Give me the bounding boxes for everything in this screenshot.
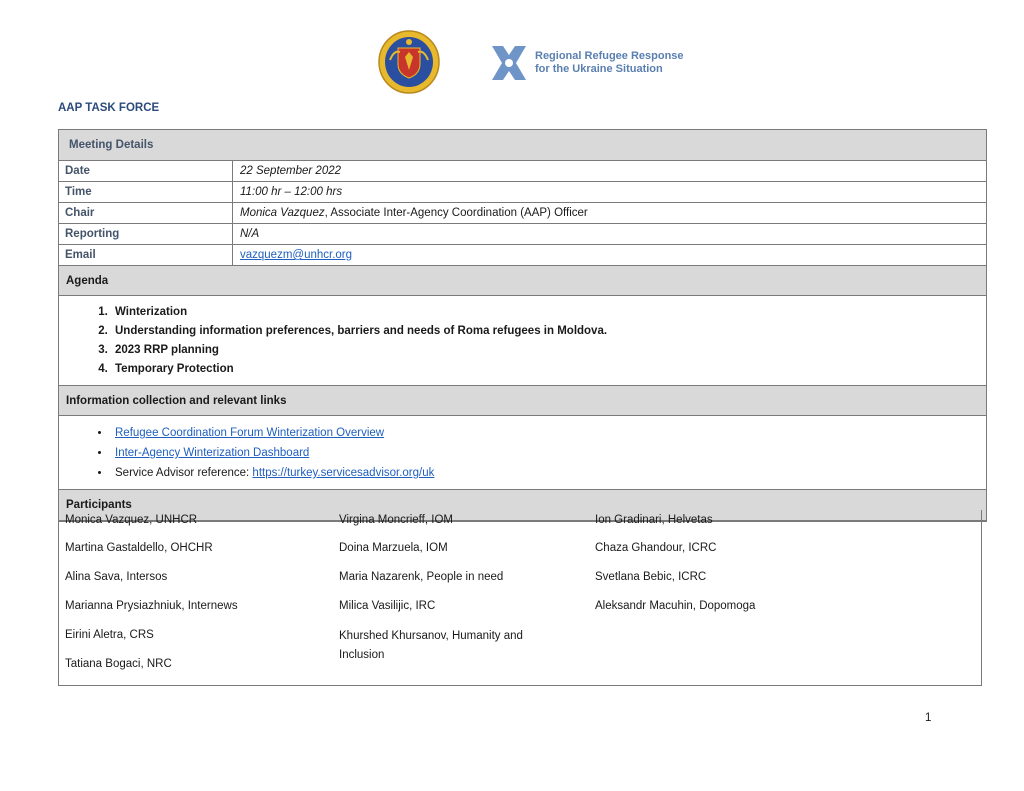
detail-value: 22 September 2022 bbox=[240, 165, 342, 177]
agenda-list bbox=[59, 296, 986, 386]
agenda-item: 2. Understanding information preferences, barriers and needs of Roma refugees in Moldova. bbox=[111, 322, 986, 341]
detail-row-date bbox=[59, 161, 986, 182]
meeting-table bbox=[58, 129, 987, 522]
rrr-logo-text bbox=[535, 50, 684, 76]
agenda-item: 4. Temporary Protection bbox=[111, 360, 986, 379]
detail-row-chair bbox=[59, 203, 986, 224]
chair-role: , Associate Inter-Agency Coordination (AAP) Officer bbox=[324, 207, 588, 219]
detail-row-email bbox=[59, 245, 986, 266]
info-item bbox=[111, 423, 986, 443]
participant: Marianna Prysiazhniuk, Internews bbox=[65, 600, 238, 612]
detail-key: Chair bbox=[59, 203, 233, 223]
participants-list bbox=[58, 510, 982, 686]
detail-value: N/A bbox=[240, 228, 260, 240]
winterization-dashboard-link[interactable]: Inter-Agency Winterization Dashboard bbox=[115, 447, 310, 459]
participant: Aleksandr Macuhin, Dopomoga bbox=[595, 600, 756, 612]
header-logos bbox=[0, 30, 1024, 100]
participant: Chaza Ghandour, ICRC bbox=[595, 542, 717, 554]
task-force-title: AAP TASK FORCE bbox=[58, 102, 160, 114]
agenda-item: 1. Winterization bbox=[111, 303, 986, 322]
agenda-item: 3. 2023 RRP planning bbox=[111, 341, 986, 360]
participant: Svetlana Bebic, ICRC bbox=[595, 571, 707, 583]
meeting-details-header: Meeting Details bbox=[59, 130, 986, 161]
participant: Martina Gastaldello, OHCHR bbox=[65, 542, 213, 554]
detail-key: Email bbox=[59, 245, 233, 265]
detail-key: Reporting bbox=[59, 224, 233, 244]
participant: Tatiana Bogaci, NRC bbox=[65, 658, 172, 670]
participant: Khurshed Khursanov, Humanity and Inclusion bbox=[339, 630, 523, 661]
participant: Monica Vazquez, UNHCR bbox=[65, 514, 198, 526]
detail-key: Time bbox=[59, 182, 233, 202]
agenda-header: Agenda bbox=[59, 266, 986, 296]
detail-value: 11:00 hr – 12:00 hrs bbox=[240, 186, 343, 198]
detail-row-reporting bbox=[59, 224, 986, 245]
participant: Ion Gradinari, Helvetas bbox=[595, 514, 713, 526]
participant: Alina Sava, Intersos bbox=[65, 571, 168, 583]
rrr-logo-icon bbox=[488, 42, 530, 84]
participants-header: Participants bbox=[59, 490, 986, 521]
participant: Virgina Moncrieff, IOM bbox=[339, 514, 453, 526]
email-link[interactable]: vazquezm@unhcr.org bbox=[240, 249, 353, 261]
detail-value bbox=[233, 249, 352, 261]
rrr-line-2: for the Ukraine Situation bbox=[535, 63, 663, 75]
participant: Maria Nazarenk, People in need bbox=[339, 571, 504, 583]
info-item bbox=[111, 463, 986, 483]
participant: Milica Vasilijic, IRC bbox=[339, 600, 436, 612]
info-item bbox=[111, 443, 986, 463]
info-list bbox=[59, 416, 986, 490]
service-advisor-link[interactable]: https://turkey.servicesadvisor.org/uk bbox=[252, 467, 435, 479]
page-number: 1 bbox=[925, 712, 932, 724]
winterization-overview-link[interactable]: Refugee Coordination Forum Winterization Overview bbox=[115, 427, 385, 439]
detail-value bbox=[233, 207, 588, 219]
participant: Doina Marzuela, IOM bbox=[339, 542, 448, 554]
info-header: Information collection and relevant links bbox=[59, 386, 986, 416]
chair-name: Monica Vazquez bbox=[240, 207, 325, 219]
detail-row-time bbox=[59, 182, 986, 203]
participant: Eirini Aletra, CRS bbox=[65, 629, 154, 641]
coat-of-arms-icon bbox=[378, 30, 440, 94]
service-advisor-label: Service Advisor reference: bbox=[115, 467, 253, 479]
rrr-line-1: Regional Refugee Response bbox=[535, 50, 684, 62]
detail-key: Date bbox=[59, 161, 233, 181]
